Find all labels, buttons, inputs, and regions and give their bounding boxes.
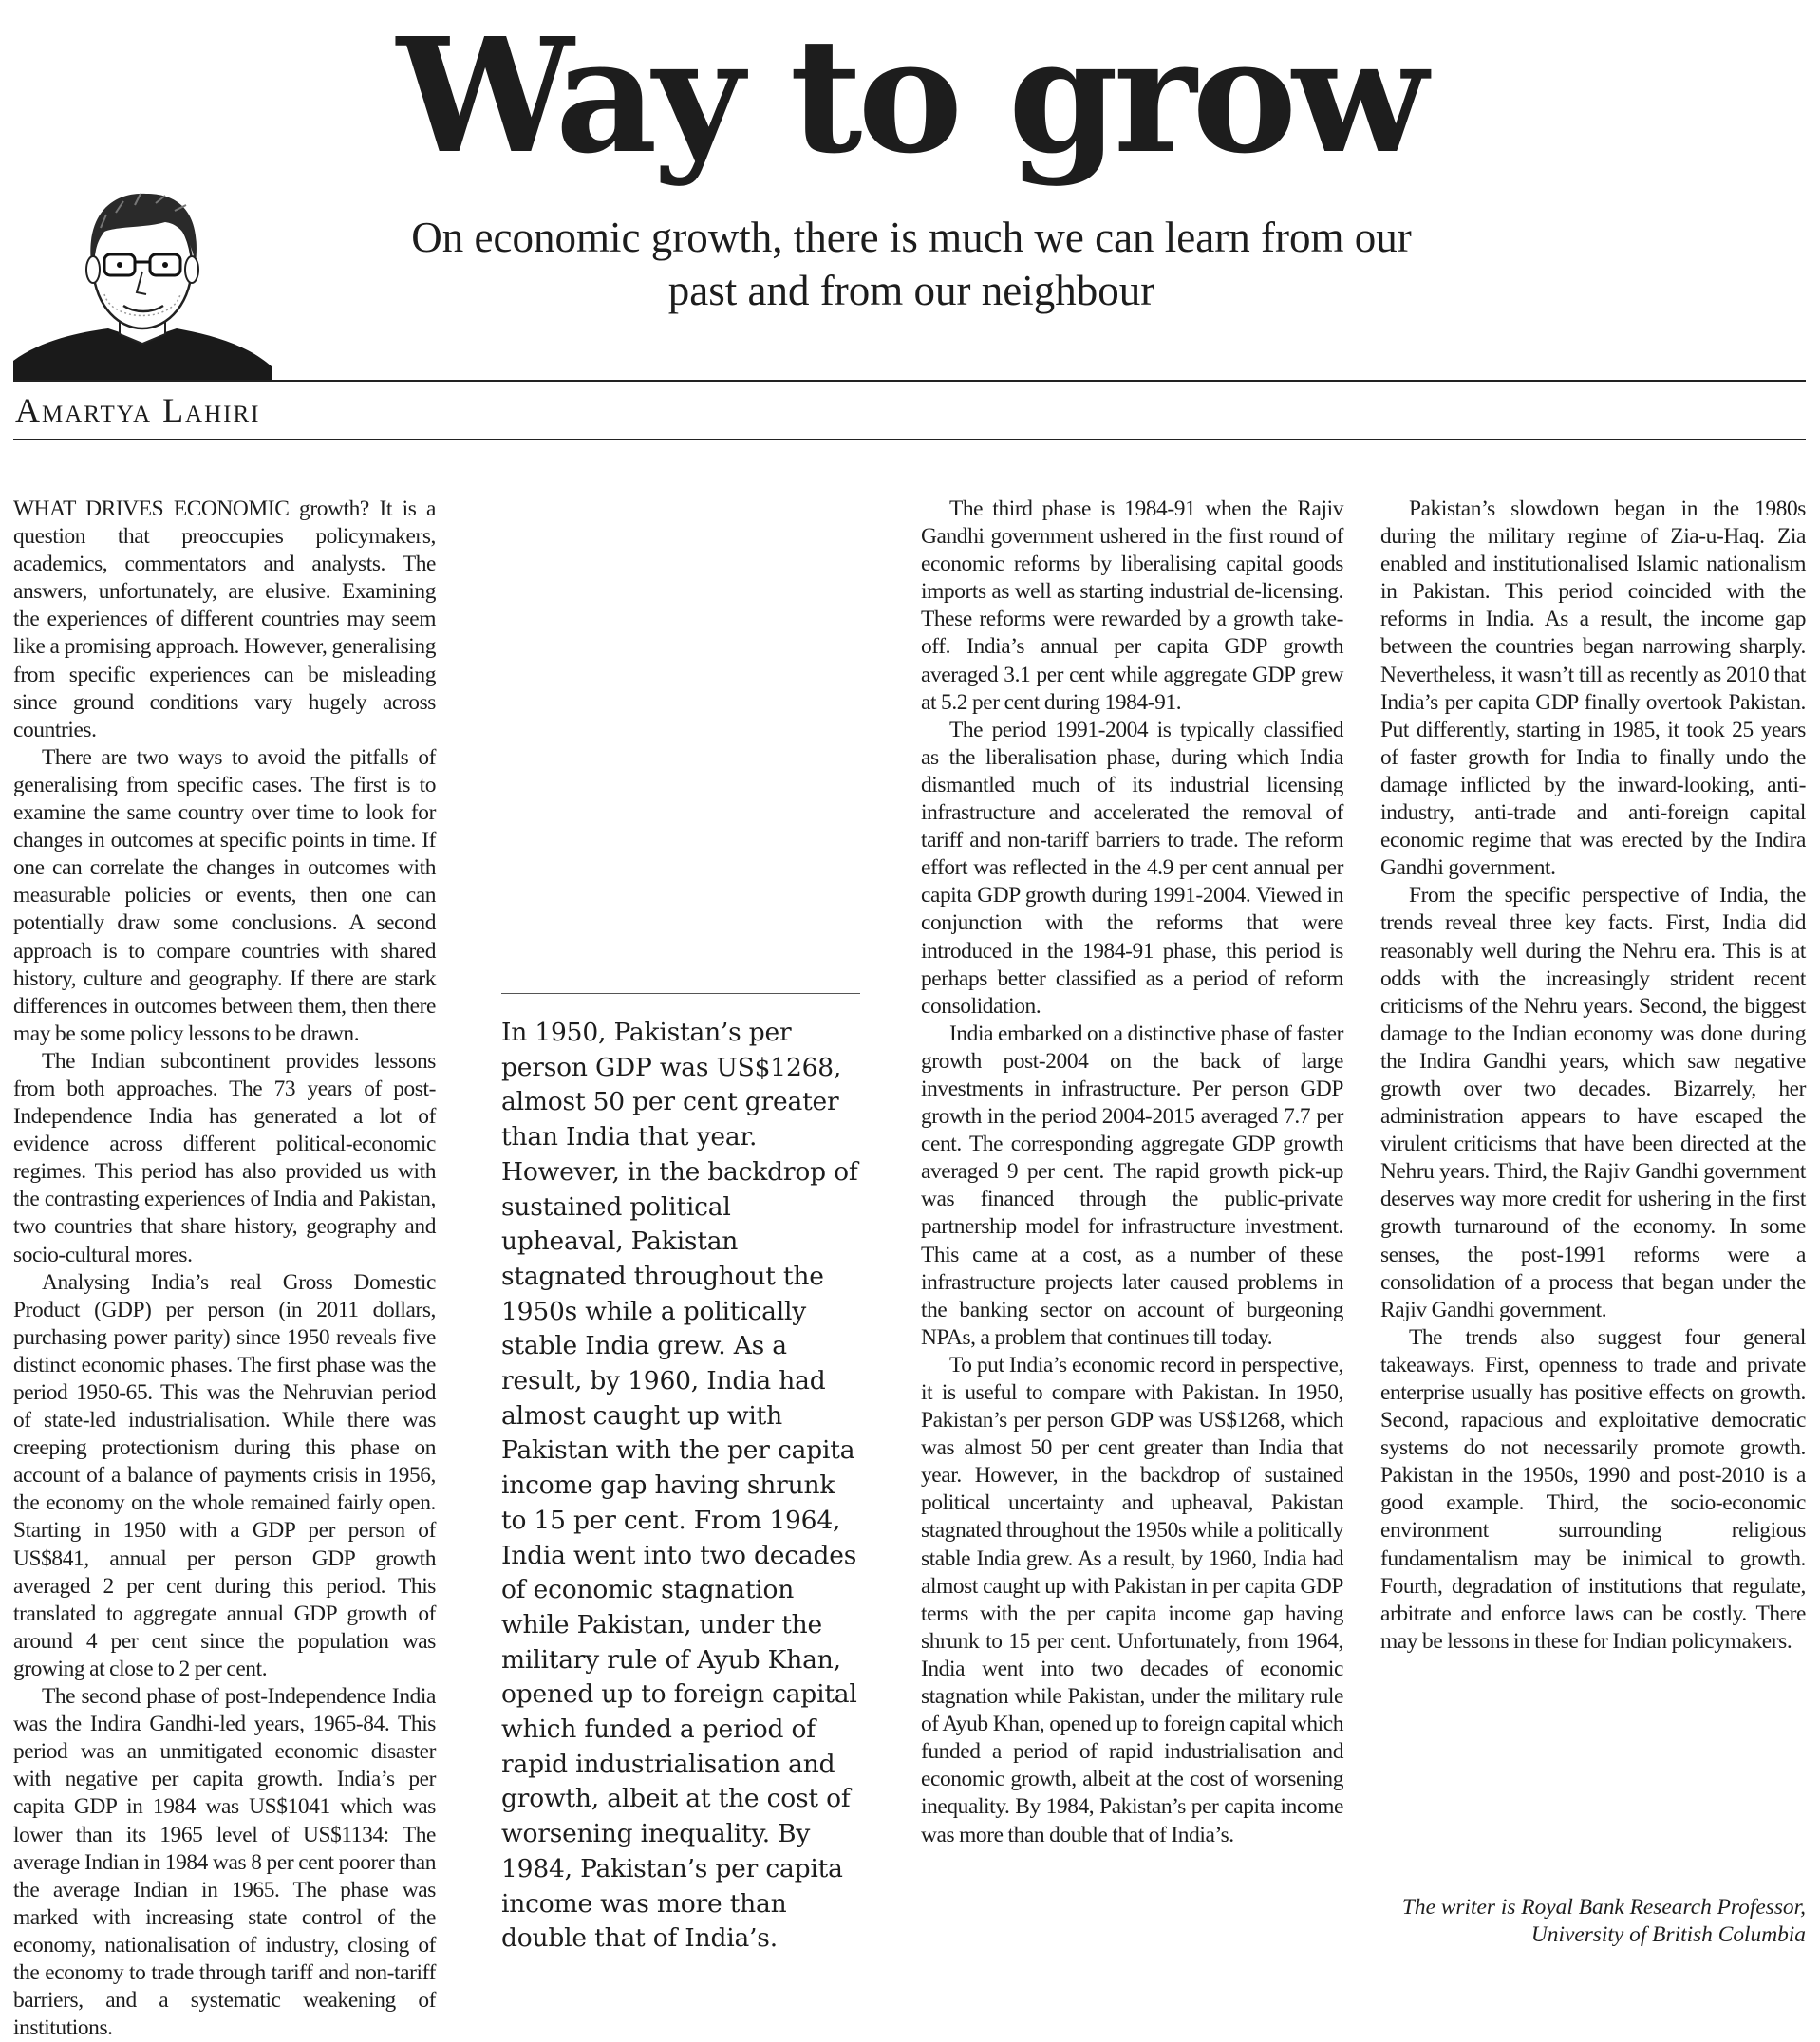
article-paragraph: The period 1991-2004 is typically classified as the liberalisation phase, during which India dismantled much of its industrial licensing infrastructure and accelerated the removal of tariff and non-tariff barriers to trade. The reform effort was reflected in the 4.9 per cent annual per capita GDP growth during 1991-2004. Viewed in conjunction with the reforms that were introduced in the 1984-91 phase, this period is perhaps better classified as a period of reform consolidation. bbox=[921, 717, 1343, 1019]
article-paragraph: There are two ways to avoid the pitfalls of generalising from specific cases. The first is to examine the same country over time to look for changes in outcomes at specific points in time. If one can correlate the changes in outcomes with measurable policies or events, then one can potentially draw some conclusions. A second approach is to compare countries with shared history, culture and geography. If there are stark differences in outcomes between them, then there may be some policy lessons to be drawn. bbox=[13, 744, 436, 1046]
article-column-1 bbox=[13, 496, 436, 2041]
article-paragraph: Analysing India’s real Gross Domestic Product (GDP) per person (in 2011 dollars, purchasing power parity) since 1950 reveals five distinct economic phases. The first phase was the period 1950-65. This was the Nehruvian period of state-led industrialisation. While there was creeping protectionism during this phase on account of a balance of payments crisis in 1956, the economy on the whole remained fairly open. Starting in 1950 with a GDP per person of US$841, annual per person GDP growth averaged 2 per cent during this period. This translated to aggregate annual GDP growth of around 4 per cent since the population was growing at close to 2 per cent. bbox=[13, 1269, 436, 1681]
byline-top-rule bbox=[13, 380, 1806, 382]
writer-credit-line1: The writer is Royal Bank Research Professor, bbox=[1401, 1895, 1806, 1920]
author-portrait-icon bbox=[13, 171, 272, 382]
writer-credit-line2: University of British Columbia bbox=[1530, 1922, 1806, 1947]
writer-credit bbox=[1274, 1894, 1806, 1949]
article-paragraph: The third phase is 1984-91 when the Rajiv Gandhi government ushered in the first round of economic reforms by liberalising capital goods imports as well as starting industrial de-licensing. These reforms were rewarded by a growth take-off. India’s annual per capita GDP growth averaged 3.1 per cent while aggregate GDP grew at 5.2 per cent during 1984-91. bbox=[921, 496, 1343, 715]
article-paragraph: From the specific perspective of India, the trends reveal three key facts. First, India did reasonably well during the Nehru era. This is at odds with the increasingly strident recent criticisms of the Nehru years. Second, the biggest damage to the Indian economy was done during the Indira Gandhi years, which saw negative growth over two decades. Bizarrely, her administration appears to have escaped the virulent criticisms that have been directed at the Nehru years. Third, the Rajiv Gandhi government deserves way more credit for ushering in the first growth turnaround of the economy. In some senses, the post-1991 reforms were a consolidation of a process that began under the Rajiv Gandhi government. bbox=[1380, 883, 1806, 1322]
author-byline: Amartya Lahiri bbox=[15, 391, 261, 429]
pull-quote-rules bbox=[501, 984, 860, 994]
subheadline: On economic growth, there is much we can learn from our past and from our neighbour bbox=[411, 214, 1412, 314]
article-column-4 bbox=[1380, 496, 1806, 1882]
lead-in: WHAT DRIVES ECONOMIC bbox=[13, 496, 290, 521]
article-paragraph: To put India’s economic record in perspective, it is useful to compare with Pakistan. In 1950, Pakistan’s per person GDP was US$1268, which was almost 50 per cent greater than India that year. However, in the backdrop of sustained political uncertainty and upheaval, Pakistan stagnated throughout the 1950s while a politically stable India grew. As a result, by 1960, India had almost caught up with Pakistan in per capita GDP terms with the per capita income gap having shrunk to 15 per cent. Unfortunately, from 1964, India went into two decades of economic stagnation while Pakistan, under the military rule of Ayub Khan, opened up to foreign capital which funded a period of rapid industrialisation and economic growth, albeit at the cost of worsening inequality. By 1984, Pakistan’s per capita income was more than double that of India’s. bbox=[921, 1352, 1343, 1847]
article-paragraph bbox=[13, 496, 436, 744]
article-paragraph: Pakistan’s slowdown began in the 1980s during the military regime of Zia-u-Haq. Zia enabled and institutionalised Islamic nationalism in Pakistan. This period coincided with the reforms in India. As a result, the income gap between the countries began narrowing sharply. Nevertheless, it wasn’t till as recently as 2010 that India’s per capita GDP finally overtook Pakistan. Put differently, starting in 1985, it took 25 years of faster growth for India to finally undo the damage inflicted by the inward-looking, anti-industry, anti-trade and anti-foreign capital economic regime that was erected by the Indira Gandhi government. bbox=[1380, 496, 1806, 881]
article-paragraph: The Indian subcontinent provides lessons from both approaches. The 73 years of post-Independence India has generated a lot of evidence across different political-economic regimes. This period has also provided us with the contrasting experiences of India and Pakistan, two countries that share history, geography and socio-cultural mores. bbox=[13, 1048, 436, 1267]
article-paragraph: India embarked on a distinctive phase of faster growth post-2004 on the back of large investments in infrastructure. Per person GDP growth in the period 2004-2015 averaged 7.7 per cent. The corresponding aggregate GDP growth averaged 9 per cent. The rapid growth pick-up was financed through the public-private partnership model for infrastructure investment. This came at a cost, as a number of these infrastructure projects later caused problems in the banking sector on account of burgeoning NPAs, a problem that continues till today. bbox=[921, 1021, 1343, 1350]
article-column-3 bbox=[921, 496, 1343, 1939]
pull-quote: In 1950, Pakistan’s per person GDP was US$1268, almost 50 per cent greater than India that year. However, in the backdrop of sustained political upheaval, Pakistan stagnated throughout the 1950s while a politically stable India grew. As a result, by 1960, India had almost caught up with Pakistan with the per capita income gap having shrunk to 15 per cent. From 1964, India went into two decades of economic stagnation while Pakistan, under the military rule of Ayub Khan, opened up to foreign capital which funded a period of rapid industrialisation and growth, albeit at the cost of worsening inequality. By 1984, Pakistan’s per capita income was more than double that of India’s. bbox=[501, 1018, 858, 1954]
byline-bottom-rule bbox=[13, 439, 1806, 440]
article-paragraph: The second phase of post-Independence India was the Indira Gandhi-led years, 1965-84. This period was an unmitigated economic disaster with negative per capita growth. India’s per capita GDP in 1984 was US$1041 which was lower than its 1965 level of US$1134: The average Indian in 1984 was 8 per cent poorer than the average Indian in 1965. The phase was marked with increasing state control of the economy, nationalisation of industry, closing of the economy to trade through tariff and non-tariff barriers, and a systematic weakening of institutions. bbox=[13, 1684, 436, 2041]
headline: Way to grow bbox=[396, 4, 1424, 189]
article-paragraph: The trends also suggest four general takeaways. First, openness to trade and private enterprise usually has positive effects on growth. Second, rapacious and exploitative democratic systems do not necessarily promote growth. Pakistan in the 1950s, 1990 and post-2010 is a good example. Third, the socio-economic environment surrounding religious fundamentalism may be inimical to growth. Fourth, degradation of institutions that regulate, arbitrate and enforce laws can be costly. There may be lessons in these for Indian policymakers. bbox=[1380, 1324, 1806, 1654]
paragraph-text: growth? It is a question that preoccupies policymakers, academics, commentators and analysts. The answers, unfortunately, are elusive. Examining the experiences of different countries may seem like a promising approach. However, generalising from specific experiences can be misleading since ground conditions vary hugely across countries. bbox=[13, 496, 436, 742]
